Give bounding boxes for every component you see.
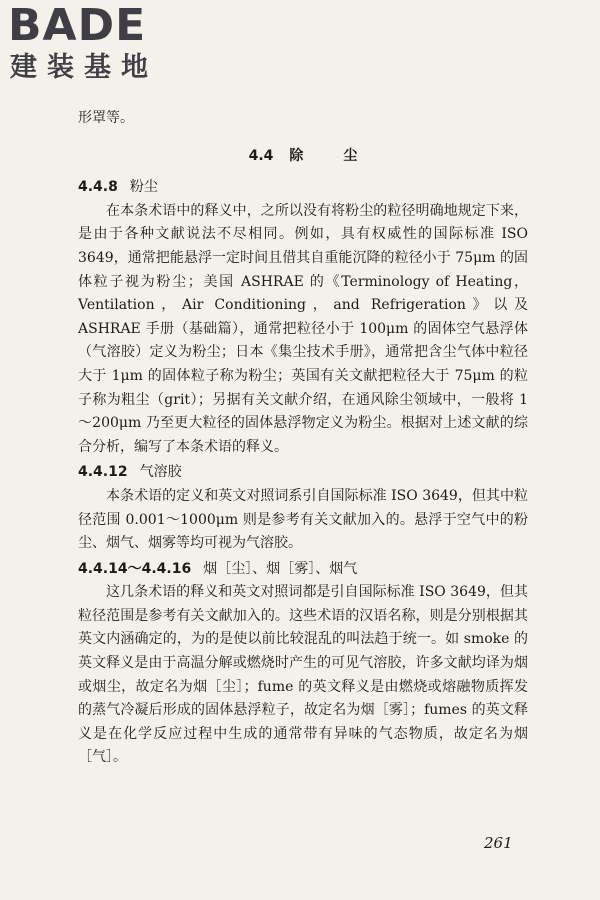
clause-title: 气溶胶: [139, 464, 182, 481]
section-title-first-char: 除: [289, 147, 304, 164]
clause-paragraph: 这几条术语的释义和英文对照词都是引自国际标准 ISO 3649，但其粒径范围是参考有关文献加入的。这些术语的汉语名称，则是分别根据其英文内涵确定的，为的是使以前比较混乱的叫法趋于统一。如 smoke 的英文释义是由于高温分解或燃烧时产生的可见气溶胶，许多文献均译为烟或烟尘，故定名为烟［尘］；fume 的英文释义是由燃烧或熔融物质挥发的蒸气冷凝后形成的固体悬浮粒子，故定名为烟［雾］；fumes 的英文释义是在化学反应过程中生成的通常带有异味的气态物质，故定名为烟［气］。: [78, 584, 528, 766]
section-heading: [78, 145, 528, 169]
clause-4-4-14-16: [78, 558, 528, 770]
page-number: 261: [484, 834, 513, 852]
bade-logo: [8, 0, 178, 90]
clause-4-4-8: [78, 176, 528, 459]
clause-heading: [78, 461, 528, 485]
clause-4-4-12: [78, 461, 528, 555]
clause-paragraph: 在本条术语中的释义中，之所以没有将粉尘的粒径明确地规定下来，是由于各种文献说法不尽相同。例如，具有权威性的国际标准 ISO 3649，通常把能悬浮一定时间且借其自重能沉降的粒径小于 75μm 的固体粒子视为粉尘；美国 ASHRAE 的《Terminology of Heating，Ventilation，Air Conditioning，and Refrigeration》以及 ASHRAE 手册（基础篇），通常把粒径小于 100μm 的固体空气悬浮体（气溶胶）定义为粉尘；日本《集尘技术手册》，通常把含尘气体中粒径大于 1μm 的固体粒子称为粉尘；英国有关文献把粒径大于 75μm 的粒子称为粗尘（grit）；另据有关文献介绍，在通风除尘领域中，一般将 1～200μm 乃至更大粒径的固体悬浮物定义为粉尘。根据对上述文献的综合分析，编写了本条术语的释义。: [78, 202, 528, 455]
lead-line: 形罩等。: [78, 110, 134, 126]
section-title-second-char: 尘: [343, 147, 358, 164]
page-body: [78, 107, 528, 770]
clause-heading: [78, 176, 528, 200]
logo-latin-text: BADE: [8, 0, 147, 51]
section-number: 4.4: [248, 147, 274, 164]
clause-paragraph: 本条术语的定义和英文对照词系引自国际标准 ISO 3649，但其中粒径范围 0.001～1000μm 则是参考有关文献加入的。悬浮于空气中的粉尘、烟气、烟雾等均可视为气溶胶。: [78, 487, 528, 552]
clause-number: 4.4.14～4.4.16: [78, 560, 192, 577]
clause-heading: [78, 558, 528, 582]
clause-title: 烟［尘］、烟［雾］、烟气: [203, 560, 358, 577]
clause-number: 4.4.12: [78, 464, 128, 481]
clause-number: 4.4.8: [78, 179, 118, 196]
clause-title: 粉尘: [129, 179, 158, 196]
logo-cjk-text: 建装基地: [10, 52, 158, 83]
